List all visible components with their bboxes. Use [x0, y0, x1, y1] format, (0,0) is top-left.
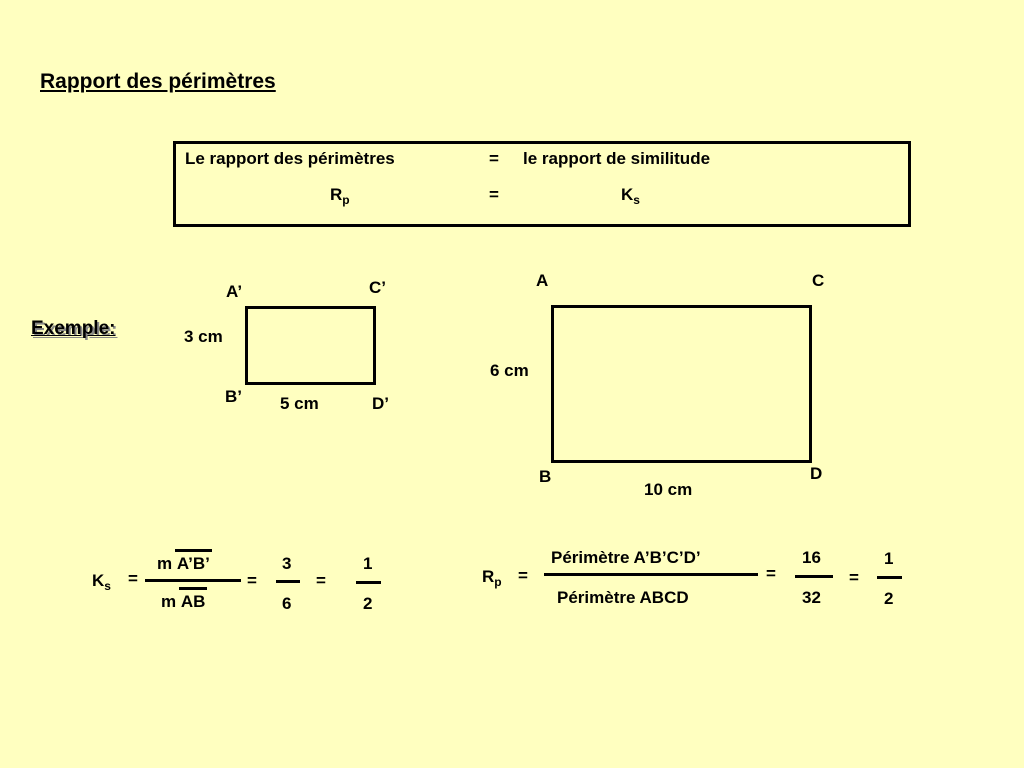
ks-formula-equals-2: =	[247, 571, 257, 590]
rp-formula-lhs: $R_p$	[482, 567, 502, 589]
small-rectangle	[245, 306, 376, 385]
ks-fraction-3-numerator: 1	[363, 554, 373, 573]
rp-formula-numerator: Périmètre A’B’C’D’	[551, 548, 701, 567]
rule-equals-2: =	[489, 185, 499, 204]
rp-fraction-bar-3	[877, 576, 902, 579]
ks-fraction-3-denominator: 2	[363, 594, 373, 613]
rp-formula-denominator: Périmètre ABCD	[557, 588, 689, 607]
large-rect-label-a: A	[536, 271, 549, 290]
ks-fraction-bar-2	[276, 580, 300, 583]
rp-fraction-2-denominator: 32	[802, 588, 821, 607]
ks-formula-equals-1: =	[128, 569, 138, 588]
small-rect-label-b: B’	[225, 387, 242, 406]
rp-fraction-2-numerator: 16	[802, 548, 821, 567]
small-rect-label-c: C’	[369, 278, 386, 297]
rule-left-text: Le rapport des périmètres	[185, 149, 395, 168]
rp-fraction-3-denominator: 2	[884, 589, 894, 608]
ks-fraction-2-denominator: 6	[282, 594, 292, 613]
segment-ab: AB	[180, 592, 206, 611]
segment-a-prime-b-prime: A’B’	[176, 554, 210, 573]
rule-ks-symbol: $K_s$	[621, 185, 640, 207]
rp-formula-equals-2: =	[766, 564, 776, 583]
large-rect-label-d: D	[810, 464, 823, 483]
rp-fraction-3-numerator: 1	[884, 549, 894, 568]
ks-formula-lhs: $K_s$	[92, 571, 111, 593]
rule-rp-symbol: $R_p$	[330, 185, 350, 207]
ks-formula-denominator: m AB	[161, 592, 206, 611]
rule-right-text: le rapport de similitude	[523, 149, 711, 168]
small-rect-height-label: 3 cm	[184, 327, 223, 346]
large-rect-label-b: B	[539, 467, 552, 486]
rule-equals: =	[489, 149, 499, 168]
page-title: Rapport des périmètres	[40, 70, 276, 93]
large-rect-height-label: 6 cm	[490, 361, 529, 380]
ks-formula-numerator: m A’B’	[157, 554, 210, 573]
large-rect-width-label: 10 cm	[644, 480, 693, 499]
ks-formula-equals-3: =	[316, 571, 326, 590]
rp-formula-equals-3: =	[849, 568, 859, 587]
ks-fraction-bar-1	[145, 579, 241, 582]
ks-fraction-2-numerator: 3	[282, 554, 292, 573]
small-rect-width-label: 5 cm	[280, 394, 319, 413]
small-rect-label-d: D’	[372, 394, 389, 413]
example-label: Exemple:	[31, 318, 116, 339]
small-rect-label-a: A’	[226, 282, 243, 301]
large-rect-label-c: C	[812, 271, 825, 290]
rp-fraction-bar-1	[544, 573, 758, 576]
ks-fraction-bar-3	[356, 581, 381, 584]
large-rectangle	[551, 305, 812, 463]
rp-formula-equals-1: =	[518, 566, 528, 585]
rp-fraction-bar-2	[795, 575, 833, 578]
